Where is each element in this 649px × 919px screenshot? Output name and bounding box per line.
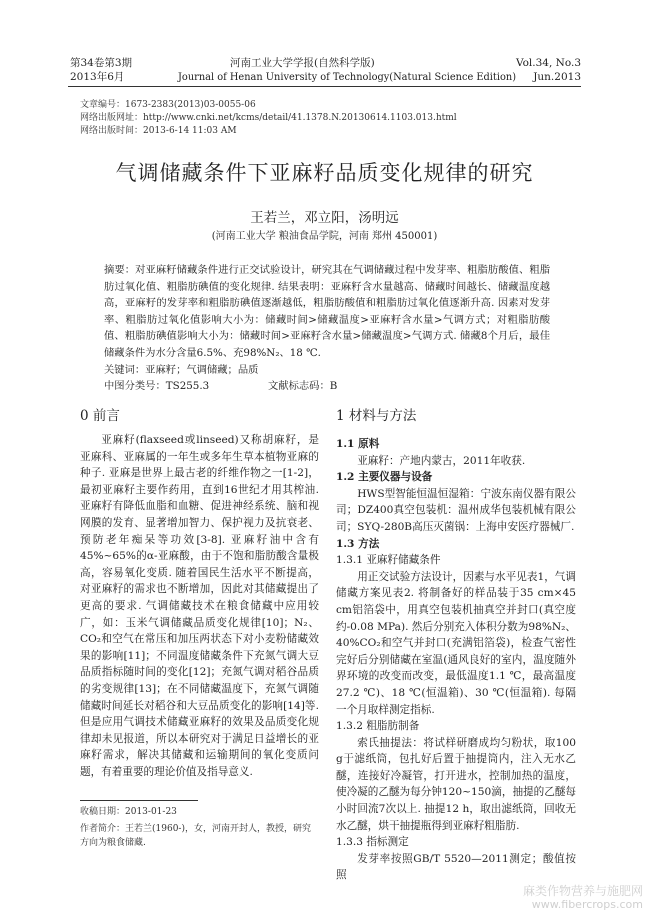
section-1-3-2-heading: 1.3.2 粗脂肪制备	[336, 720, 420, 733]
section-1-3-3-text: 发芽率按照GB/T 5520—2011测定；酸值按照	[336, 852, 576, 882]
keywords: 关键词：亚麻籽；气调储藏；品质	[104, 364, 259, 376]
right-column	[336, 404, 576, 884]
date-en: Jun.2013	[533, 71, 581, 83]
article-title: 气调储藏条件下亚麻籽品质变化规律的研究	[115, 161, 534, 185]
section-1-3-1-heading: 1.3.1 亚麻籽储藏条件	[336, 554, 441, 567]
article-number: 文章编号：1673-2383(2013)03-0055-06	[80, 100, 256, 110]
section-1-1-heading: 1.1 原料	[336, 438, 380, 450]
section-1-2-text: HWS型智能恒温恒湿箱：宁波东南仪器有限公司；DZ400真空包装机：温州成华包装机械有限公司；SYQ-280B高压灭菌锅：上海申安医疗器械厂.	[336, 487, 576, 533]
volume-cn: 第34卷第3期	[70, 57, 133, 69]
watermark-text: 麻类作物营养与施肥网	[522, 884, 643, 898]
section-0-heading: 0 前言	[80, 408, 120, 424]
authors: 王若兰，邓立阳，汤明远	[250, 210, 399, 226]
watermark-url: www.fibercrops.com	[531, 898, 643, 911]
volume-en: Vol.34, No.3	[515, 57, 581, 69]
online-url[interactable]: 网络出版网址：http://www.cnki.net/kcms/detail/41.1378.N.20130614.1103.013.html	[80, 113, 457, 123]
journal-cn: 河南工业大学学报(自然科学版)	[230, 57, 375, 69]
watermark	[523, 884, 643, 911]
document-code: 文献标志码：B	[268, 380, 338, 392]
section-1-1-text: 亚麻籽：产地内蒙古，2011年收获.	[357, 454, 526, 467]
section-1-3-2-text: 索氏抽提法：将试样研磨成均匀粉状，取100 g于滤纸筒，包扎好后置于抽提筒内，注入无水乙醚，连接好冷凝管，打开进水，控制加热的温度，使冷凝的乙醚为每分钟120~150滴，抽提的乙醚每小时回流7次以上. 抽提12 h，取出滤纸筒，回收无水乙醚，烘干抽提瓶得到亚麻籽粗脂肪.	[336, 736, 577, 832]
section-1-3-3-heading: 1.3.3 指标测定	[336, 836, 409, 849]
section-0-paragraph: 亚麻籽(flaxseed或linseed)又称胡麻籽，是亚麻科、亚麻属的一年生或多年生草本植物亚麻的种子. 亚麻是世界上最古老的纤维作物之一[1-2]，最初亚麻籽主要作药用，直到16世纪才用其榨油. 亚麻籽有降低血脂和血糖、促进神经系统、脑和视网膜的发育、显著增加智力、保护视力及抗衰老、预防老年痴呆等功效[3-8]. 亚麻籽油中含有45%~65%的α-亚麻酸，由于不饱和脂肪酸含量极高，容易氧化变质. 随着国民生活水平不断提高，对亚麻籽的需求也不断增加，因此对其储藏提出了更高的要求. 气调储藏技术在粮食储藏中应用较广，如：玉米气调储藏品质变化规律[10]；N₂、CO₂和空气在常压和加压两状态下对小麦粉储藏效果的影响[11]；不同温度储藏条件下充氮气调大豆品质指标随时间的变化[12]；充氮气调对稻谷品质的劣变规律[13]；在不同储藏温度下，充氮气调随储藏时间延长对稻谷和大豆品质变化的影响[14]等. 但是应用气调技术储藏亚麻籽的效果及品质变化规律却未见报道，所以本研究对于满足日益增长的亚麻籽需求，解决其储藏和运输期间的氧化变质问题，有着重要的理论价值及指导意义.	[80, 434, 319, 778]
online-time: 网络出版时间：2013-6-14 11:03 AM	[80, 126, 237, 136]
section-1-heading: 1 材料与方法	[336, 408, 417, 424]
clc-number: 中图分类号：TS255.3	[104, 380, 210, 392]
journal-en: Journal of Henan University of Technology(Natural Science Edition)	[178, 72, 517, 83]
date-cn: 2013年6月	[70, 71, 125, 83]
received-date: 收稿日期：2013-01-23	[80, 807, 177, 817]
section-1-3-1-text: 用正交试验方法设计，因素与水平见表1，气调储藏方案见表2. 将制备好的样品装于35 cm×45 cm铝箔袋中，用真空包装机抽真空并封口(真空度约-0.08 MPa). 然后分别充入体积分数为98%N₂、40%CO₂和空气并封口(充满铝箔袋)，检查气密性完好后分别储藏在室温(通风良好的室内，温度随外界环境的改变而改变，最低温度1.1 ℃，最高温度27.2 ℃)、18 ℃(恒温箱)、30 ℃(恒温箱). 每隔一个月取样测定指标.	[336, 570, 576, 716]
section-1-2-heading: 1.2 主要仪器与设备	[336, 471, 433, 484]
footnote-rule	[80, 800, 198, 801]
author-bio: 作者简介：王若兰(1960-)，女，河南开封人，教授，研究方向为粮食储藏.	[80, 824, 311, 848]
section-1-3-heading: 1.3 方法	[336, 537, 380, 550]
affiliation: (河南工业大学 粮油食品学院，河南 郑州 450001)	[211, 231, 438, 242]
abstract: 摘要：对亚麻籽储藏条件进行正交试验设计，研究其在气调储藏过程中发芽率、粗脂肪酸值、粗脂肪过氧化值、粗脂肪碘值的变化规律. 结果表明：亚麻籽含水量越高、储藏时间越长、储藏温度越高，亚麻籽的发芽率和粗脂肪碘值逐渐越低，粗脂肪酸值和粗脂肪过氧化值逐渐升高. 因素对发芽率、粗脂肪过氧化值影响大小为：储藏时间>储藏温度>亚麻籽含水量>气调方式；对粗脂肪酸值、粗脂肪碘值影响大小为：储藏时间>亚麻籽含水量>储藏温度>气调方式. 储藏8个月后，最佳储藏条件为水分含量6.5%、充98%N₂、18 ℃.	[104, 264, 550, 359]
header-rule	[68, 86, 581, 87]
